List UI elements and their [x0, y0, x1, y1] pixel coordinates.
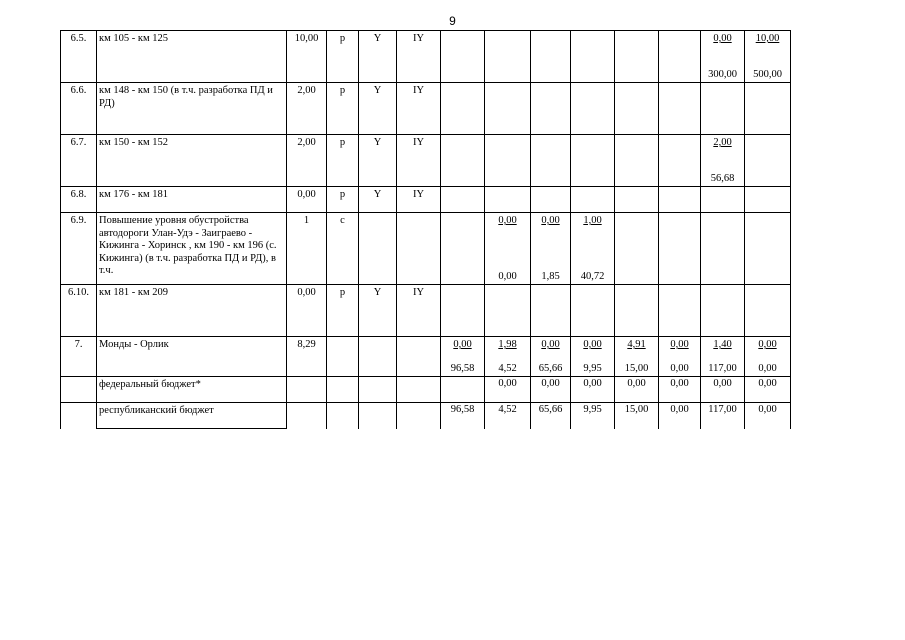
category-cell: Y	[359, 285, 397, 337]
row-number-cell: 7.	[61, 337, 97, 377]
value-cell	[659, 187, 701, 213]
road-class-cell	[397, 377, 441, 403]
page-number: 9	[449, 14, 456, 28]
value-upper: 0,00	[713, 33, 732, 44]
value-lower: 0,00	[498, 270, 517, 282]
value-upper: 0,00	[498, 215, 517, 226]
value-single: 9,95	[583, 404, 602, 415]
value-upper: 1,40	[713, 339, 732, 350]
value-cell	[531, 337, 571, 377]
row-number-cell: 6.9.	[61, 213, 97, 285]
row-number-cell: 6.8.	[61, 187, 97, 213]
row-number-cell: 6.5.	[61, 31, 97, 83]
value-cell	[615, 31, 659, 83]
value-single: 96,58	[450, 404, 475, 415]
value-upper: 1,00	[583, 215, 602, 226]
value-cell	[485, 83, 531, 135]
value-single: 0,00	[758, 378, 777, 389]
value-cell	[571, 31, 615, 83]
value-cell	[441, 83, 485, 135]
table-row	[61, 187, 791, 213]
work-type-cell: р	[327, 83, 359, 135]
table-row	[61, 135, 791, 187]
length-cell: 0,00	[287, 187, 327, 213]
object-name-cell: км 181 - км 209	[97, 285, 287, 337]
value-cell	[485, 31, 531, 83]
value-cell	[485, 187, 531, 213]
road-class-cell: IY	[397, 31, 441, 83]
category-cell: Y	[359, 187, 397, 213]
value-cell	[441, 213, 485, 285]
value-cell	[701, 83, 745, 135]
length-cell: 2,00	[287, 83, 327, 135]
object-name-cell: республиканский бюджет	[97, 403, 287, 429]
value-upper: 4,91	[627, 339, 646, 350]
work-type-cell: р	[327, 285, 359, 337]
road-class-cell: IY	[397, 285, 441, 337]
work-type-cell	[327, 337, 359, 377]
value-lower: 300,00	[708, 68, 737, 80]
value-lower: 40,72	[580, 270, 605, 282]
value-cell	[485, 285, 531, 337]
road-class-cell: IY	[397, 187, 441, 213]
value-cell	[441, 285, 485, 337]
value-lower: 56,68	[710, 172, 735, 184]
value-lower: 0,00	[758, 362, 777, 374]
value-lower: 1,85	[541, 270, 560, 282]
table-row	[61, 31, 791, 83]
value-cell	[571, 83, 615, 135]
value-single: 4,52	[498, 404, 517, 415]
value-cell	[701, 31, 745, 83]
value-cell	[659, 377, 701, 403]
object-name-cell: км 148 - км 150 (в т.ч. разработка ПД и РД)	[97, 83, 287, 135]
value-cell	[531, 31, 571, 83]
value-upper: 0,00	[541, 339, 560, 350]
value-cell	[571, 285, 615, 337]
value-cell	[531, 135, 571, 187]
value-cell	[745, 337, 791, 377]
object-name-cell: федеральный бюджет*	[97, 377, 287, 403]
length-cell: 10,00	[287, 31, 327, 83]
length-cell: 0,00	[287, 285, 327, 337]
value-cell	[659, 213, 701, 285]
value-single: 0,00	[670, 378, 689, 389]
value-cell	[531, 285, 571, 337]
value-single: 0,00	[758, 404, 777, 415]
object-name-cell: км 105 - км 125	[97, 31, 287, 83]
value-lower: 4,52	[498, 362, 517, 374]
category-cell	[359, 213, 397, 285]
road-class-cell	[397, 403, 441, 429]
table-row	[61, 377, 791, 403]
value-cell	[701, 135, 745, 187]
value-single: 15,00	[624, 404, 649, 415]
value-upper: 1,98	[498, 339, 517, 350]
road-class-cell: IY	[397, 83, 441, 135]
value-cell	[441, 135, 485, 187]
table-row	[61, 213, 791, 285]
category-cell	[359, 403, 397, 429]
value-cell	[745, 31, 791, 83]
value-cell	[531, 403, 571, 429]
work-type-cell: р	[327, 135, 359, 187]
value-lower: 500,00	[753, 68, 782, 80]
object-name-cell: Монды - Орлик	[97, 337, 287, 377]
value-cell	[745, 213, 791, 285]
value-cell	[615, 337, 659, 377]
length-cell: 1	[287, 213, 327, 285]
value-lower: 96,58	[450, 362, 475, 374]
length-cell: 2,00	[287, 135, 327, 187]
value-cell	[531, 377, 571, 403]
work-type-cell	[327, 377, 359, 403]
value-cell	[659, 83, 701, 135]
value-cell	[615, 83, 659, 135]
value-upper: 0,00	[670, 339, 689, 350]
value-lower: 15,00	[624, 362, 649, 374]
work-type-cell: с	[327, 213, 359, 285]
object-name-cell: км 150 - км 152	[97, 135, 287, 187]
value-cell	[659, 135, 701, 187]
value-cell	[659, 403, 701, 429]
object-name-cell: км 176 - км 181	[97, 187, 287, 213]
value-cell	[659, 285, 701, 337]
value-cell	[531, 187, 571, 213]
value-cell	[701, 377, 745, 403]
row-number-cell	[61, 377, 97, 403]
value-cell	[441, 187, 485, 213]
work-type-cell	[327, 403, 359, 429]
value-cell	[531, 213, 571, 285]
value-cell	[485, 403, 531, 429]
value-upper: 0,00	[758, 339, 777, 350]
value-single: 0,00	[670, 404, 689, 415]
length-cell	[287, 377, 327, 403]
value-cell	[615, 377, 659, 403]
category-cell: Y	[359, 83, 397, 135]
value-cell	[615, 135, 659, 187]
value-single: 0,00	[627, 378, 646, 389]
value-lower: 65,66	[538, 362, 563, 374]
value-upper: 0,00	[583, 339, 602, 350]
category-cell: Y	[359, 31, 397, 83]
value-upper: 0,00	[541, 215, 560, 226]
value-cell	[745, 403, 791, 429]
value-cell	[571, 403, 615, 429]
value-cell	[615, 187, 659, 213]
value-cell	[531, 83, 571, 135]
value-single: 65,66	[538, 404, 563, 415]
value-cell	[745, 285, 791, 337]
value-cell	[745, 187, 791, 213]
value-cell	[615, 403, 659, 429]
value-lower: 0,00	[670, 362, 689, 374]
value-cell	[485, 213, 531, 285]
value-cell	[485, 135, 531, 187]
value-single: 117,00	[708, 404, 737, 415]
table-row	[61, 403, 791, 429]
object-name-cell: Повышение уровня обустройства автодороги Улан-Удэ - Заиграево - Кижинга - Хоринск , км 190 - км 196 (с. Кижинга) (в т.ч. разработка ПД и РД), в т.ч.	[97, 213, 287, 285]
table-row	[61, 83, 791, 135]
row-number-cell: 6.7.	[61, 135, 97, 187]
road-class-cell	[397, 337, 441, 377]
length-cell	[287, 403, 327, 429]
value-cell	[571, 187, 615, 213]
value-cell	[701, 213, 745, 285]
road-class-cell	[397, 213, 441, 285]
value-upper: 2,00	[713, 137, 732, 148]
value-cell	[701, 187, 745, 213]
value-cell	[571, 213, 615, 285]
value-cell	[441, 403, 485, 429]
value-lower: 117,00	[708, 362, 737, 374]
value-lower: 9,95	[583, 362, 602, 374]
value-cell	[441, 31, 485, 83]
value-cell	[745, 377, 791, 403]
value-upper: 10,00	[755, 33, 780, 44]
road-class-cell: IY	[397, 135, 441, 187]
value-cell	[745, 83, 791, 135]
value-cell	[571, 135, 615, 187]
value-cell	[615, 285, 659, 337]
table-row	[61, 337, 791, 377]
length-cell: 8,29	[287, 337, 327, 377]
value-cell	[701, 403, 745, 429]
row-number-cell	[61, 403, 97, 429]
value-cell	[615, 213, 659, 285]
table-row	[61, 285, 791, 337]
value-single: 0,00	[498, 378, 517, 389]
value-single: 0,00	[713, 378, 732, 389]
value-single: 0,00	[583, 378, 602, 389]
value-cell	[701, 337, 745, 377]
budget-table	[60, 30, 791, 429]
value-cell	[571, 337, 615, 377]
work-type-cell: р	[327, 31, 359, 83]
value-cell	[441, 337, 485, 377]
value-upper: 0,00	[453, 339, 472, 350]
value-cell	[659, 337, 701, 377]
value-cell	[745, 135, 791, 187]
category-cell	[359, 377, 397, 403]
category-cell: Y	[359, 135, 397, 187]
value-cell	[485, 337, 531, 377]
row-number-cell: 6.10.	[61, 285, 97, 337]
work-type-cell: р	[327, 187, 359, 213]
value-single: 0,00	[541, 378, 560, 389]
value-cell	[659, 31, 701, 83]
value-cell	[701, 285, 745, 337]
value-cell	[441, 377, 485, 403]
category-cell	[359, 337, 397, 377]
value-cell	[485, 377, 531, 403]
row-number-cell: 6.6.	[61, 83, 97, 135]
value-cell	[571, 377, 615, 403]
